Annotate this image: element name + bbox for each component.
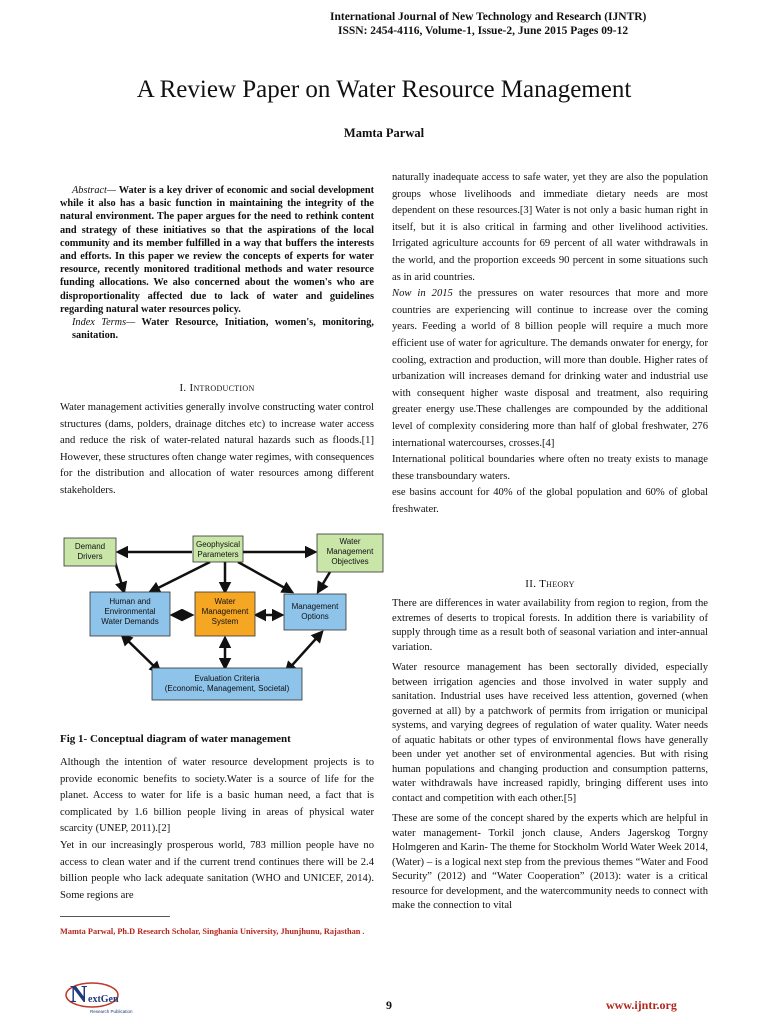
intro-paragraph: Water management activities generally involve constructing water control structures (dams, polders, drainage ditches etc) to increase water access and reduce the risk of water-related natural hazards such as floods.[1] However, these structures often change water regimes, with consequences for the distribution and allocation of water resources among different stakeholders. [60,402,374,496]
footnote-rule [60,916,170,917]
water-management-diagram [60,530,390,730]
theory-paragraph-3: These are some of the concept shared by the experts which are helpful in water management- Torkil jonch clause, Anders Jagerskog Torgny Holmgeren and Karin- The theme for Stockholm World Water Week 2014, (Water) – is a logical next step from the previous themes “Water and Food Security” (2012) and “Water Cooperation” (2013): water is a critical resource for development, and the watercommunity needs to connect with make the connection to vital [392,813,708,911]
label-human-3: Water Demands [101,617,159,626]
author-name: Mamta Parwal [343,126,425,140]
left-paragraph-1: Although the intention of water resource development projects is to provide economic benefits to society.Water is a source of life for the planet. Access to water for life is a basic human need, a fact that is complicated by 1.6 billion people living in areas of physical water scarcity (UNEP, 2011).[2] [60,757,374,835]
theory-body [392,597,708,914]
issn-line: ISSN: 2454-4116, Volume-1, Issue-2, June 2015 Pages 09-12 [338,25,629,37]
right-top-body [392,170,708,518]
journal-name: International Journal of New Technology and Research (IJNTR) [330,11,647,23]
abstract-label: Abstract— [72,185,117,196]
right-paragraph-3: International political boundaries where often no treaty exists to manage these transboundary waters. [392,454,708,482]
index-terms-label: Index Terms— [72,317,136,329]
label-system-2: Management [201,607,249,616]
right-paragraph-4: ese basins account for 40% of the global population and 60% of global freshwater. [392,487,708,515]
left-paragraph-2: Yet in our increasingly prosperous world, 783 million people have no access to clean water and if the current trend continues there will be 2.4 billion people who lack adequate sanitation (WHO and UNICEF, 2014). Some regions are [60,839,374,901]
paper-title: A Review Paper on Water Resource Management [136,76,632,103]
left-body [60,755,374,904]
label-obj-3: Objectives [331,557,369,566]
nextgen-logo [62,975,152,1017]
theory-paragraph-2: Water resource management has been sectorally divided, especially between irrigation agencies and those involved in water supply and sanitation. Industrial uses have received less attention, governed (when governed at all) by a patchwork of permits from irrigation or municipal systems, and varying degrees of regulation of water quality. Water needs of aquatic habitats or other types of environmental flows have generally been under yet another set of environmental agencies. But with rising human populations and changing production and consumption patterns, water withdrawals have increased rapidly, bringing different uses into contact and competition with each other.[5] [392,662,708,804]
logo-text: extGen [88,994,119,1005]
arrow-geo-to-demands [150,562,210,592]
arrow-options-evaluation [286,632,322,672]
arrow-demands-evaluation [122,635,160,672]
theory-paragraph-1: There are differences in water availability from region to region, from the extremes of deserts to tropical forests. In addition there is variability of supply through time as a result both of seasonal variation and inter-annual variation. [392,598,708,653]
logo-n-glyph: N [70,982,88,1008]
arrow-geo-to-options [238,562,292,592]
right-paragraph-1: naturally inadequate access to safe water, yet they are also the population groups whose livelihoods and immediate dietary needs are most dependent on these resources.[3] Water is not only a basic human right in itself, but it is also critical in farming and other livelihood activities. Irrigated agriculture accounts for 69 percent of all water withdrawals in the world, and the proportion exceeds 90 percent in some situations such as in arid countries. [392,172,708,283]
abstract-block [60,184,374,342]
label-demand-drivers-1: Demand [74,542,106,551]
right-paragraph-2: Now in 2015 the pressures on water resources that more and more countries are experiencing will continue to increase over the coming years. Feeding a world of 8 billion people will require a much more efficient use of water for agriculture. The demands onwater for energy, for cooling, extraction and production, will more than double. Higher rates of urbanization will increases demand for drinking water and industrial use with consequent higher waste disposal and treatment, also requiring greater energy use.These challenges are compounded by the additional level of complexity considering more than half of global freshwater, 276 international watercourses, crosses.[4] [392,288,708,449]
arrow-objectives-to-options [318,572,330,592]
arrow-drivers-to-demands [115,562,124,592]
label-options-1: Management [291,602,339,611]
label-eval-1: Evaluation Criteria [194,674,260,683]
svg-text:Human andEnvironmentalWater De [101,597,159,626]
label-human-2: Environmental [104,607,156,616]
index-terms-text: Water Resource, Initiation, women's, monitoring, sanitation. [72,317,374,342]
figure-caption: Fig 1- Conceptual diagram of water management [60,733,291,745]
label-geo-2: Parameters [197,550,239,559]
label-obj-1: Water [339,537,361,546]
label-options-2: Options [301,612,329,621]
label-system-1: Water [214,597,236,606]
section-heading-introduction: I. Introduction [179,382,255,394]
logo-subtext: Research Publication [90,1009,133,1014]
label-geo-1: Geophysical [195,540,241,549]
journal-url[interactable]: www.ijntr.org [606,998,677,1012]
label-eval-2: (Economic, Management, Societal) [164,684,290,693]
svg-text:GeophysicalParameters [196,540,240,559]
section-heading-theory: II. Theory [525,578,575,590]
journal-header [330,10,750,38]
page-number: 9 [386,998,392,1012]
abstract-text: Water is a key driver of economic and social development while it also has a basic function in maintaining the integrity of the natural environment. The paper argues for the need to rethink content and strategy of these initiatives so that the aspirations of the local community and its member fulfilled in a way that buffers the interests and efforts. In this paper we review the concepts of experts for water resource, recently monitored traditional methods and water resource funding allocations. We also concerned about the women's who are disproportionality affected due to lack of water and guidelines regarding natural water resources policy. [60,185,374,315]
label-system-3: System [211,617,239,626]
label-demand-drivers-2: Drivers [77,552,103,561]
svg-text:DemandDrivers [75,542,105,561]
label-human-1: Human and [109,597,151,606]
author-footnote: Mamta Parwal, Ph.D Research Scholar, Singhania University, Jhunjhunu, Rajasthan . [60,927,365,936]
label-obj-2: Management [326,547,374,556]
